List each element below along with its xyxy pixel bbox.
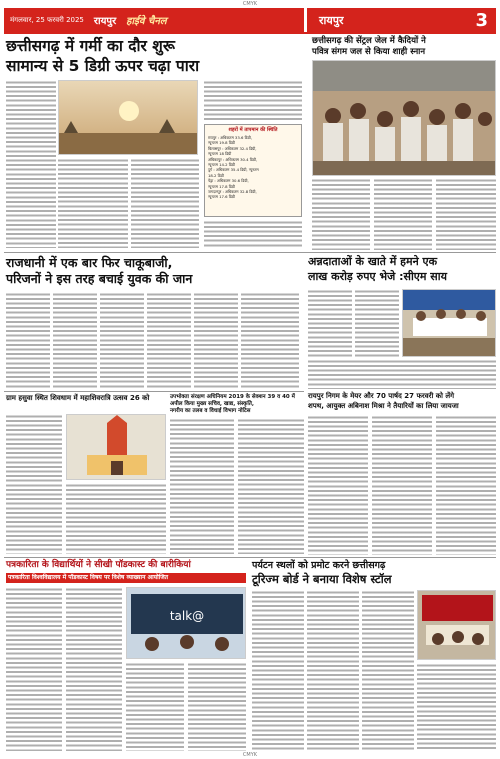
mayor-headline-line2: शपथ, आयुक्त अबिनाश मिश्रा ने तैयारियों का लिया जायजा bbox=[308, 402, 459, 410]
heat-text-col2 bbox=[58, 158, 128, 248]
masthead-right bbox=[304, 8, 496, 32]
tourism-photo bbox=[417, 590, 496, 660]
annadata-text-bottom bbox=[308, 359, 496, 389]
upbhokta-text-col2 bbox=[238, 418, 304, 554]
stab-text-col4 bbox=[147, 292, 191, 388]
print-mark-top: CMYK bbox=[242, 1, 258, 7]
jail-headline-line1: छत्तीसगढ़ की सेंट्रल जेल में कैदियों ने bbox=[312, 36, 426, 46]
heat-text-col3 bbox=[131, 158, 199, 248]
temp-line: न्यूनतम 17.8 डिग्री bbox=[208, 183, 235, 189]
annadata-headline-line1: अन्नदाताओं के खाते में हमने एक bbox=[308, 255, 438, 268]
tourism-text-col3 bbox=[362, 590, 414, 751]
podcast-text-col1 bbox=[6, 587, 62, 751]
section-divider bbox=[4, 557, 496, 558]
gram-text-col1 bbox=[6, 414, 62, 554]
mayor-text-col1 bbox=[308, 415, 368, 555]
temp-line: रायपुर : अधिकतम 33.6 डिग्री, bbox=[208, 135, 252, 140]
heat-text-col4 bbox=[204, 80, 302, 122]
heat-text-col5 bbox=[204, 220, 302, 248]
upbhokta-headline-line3: नगरीय का तलब व विधाई विभाग नोटिस bbox=[170, 408, 251, 414]
gram-photo bbox=[66, 414, 166, 480]
stab-headline-line2: परिजनों ने इस तरह बचाई युवक की जान bbox=[6, 271, 193, 286]
mayor-text-col3 bbox=[436, 415, 496, 555]
tourism-headline-line2: टूरिज्म बोर्ड ने बनाया विशेष स्टॉल bbox=[252, 572, 392, 586]
jail-text-col1 bbox=[312, 178, 370, 250]
stab-text-col2 bbox=[53, 292, 97, 388]
upbhokta-text-col1 bbox=[170, 418, 234, 554]
podcast-text-col3 bbox=[126, 662, 184, 751]
heat-text-col1 bbox=[6, 80, 56, 248]
page-number: 3 bbox=[475, 9, 488, 31]
annadata-headline-line2: लाख करोड़ रुपए भेजे :सीएम साय bbox=[308, 270, 447, 283]
heat-headline-line2: सामान्य से 5 डिग्री ऊपर चढ़ा पारा bbox=[6, 57, 200, 75]
stab-text-col5 bbox=[194, 292, 238, 388]
podcast-headline: पत्रकारिता के विद्यार्थियों ने सीखी पॉडकास्ट की बारीकियां bbox=[6, 560, 191, 570]
mayor-headline-line1: रायपुर निगम के मेयर और 70 पार्षद 27 फरवरी को लेंगे bbox=[308, 392, 455, 400]
jail-text-col3 bbox=[436, 178, 496, 250]
temp-line: 18.2 डिग्री bbox=[208, 172, 224, 178]
heat-headline-line1: छत्तीसगढ़ में गर्मी का दौर शुरू bbox=[6, 37, 175, 55]
temperature-box-title: शहरों में तापमान की स्थिति bbox=[228, 127, 278, 133]
podcast-text-col4 bbox=[188, 662, 246, 751]
podcast-text-col2 bbox=[66, 587, 122, 751]
temp-line: न्यूनतम 18 डिग्री bbox=[208, 151, 232, 157]
podcast-photo-caption: talk@ bbox=[169, 609, 205, 623]
tourism-headline-line1: पर्यटन स्थलों को प्रमोट करने छत्तीसगढ़ bbox=[252, 560, 386, 571]
temp-line: अंबिकापुर : अधिकतम 30.4 डिग्री, bbox=[208, 156, 258, 162]
annadata-photo bbox=[402, 289, 496, 357]
temp-line: पेंड्रा : अधिकतम 30.6 डिग्री, bbox=[208, 178, 249, 184]
stab-headline-line1: राजधानी में एक बार फिर चाकूबाजी, bbox=[6, 255, 173, 270]
issue-date: मंगलवार, 25 फरवरी 2025 bbox=[10, 15, 84, 24]
temp-line: न्यूनतम 17.6 डिग्री bbox=[208, 194, 235, 200]
annadata-text-col2 bbox=[355, 289, 399, 357]
temp-line: न्यूनतम 14.2 डिग्री bbox=[208, 162, 235, 168]
gram-headline: ग्राम हसुवा स्थित शिवधाम में महाशिवरात्रि उत्सव 26 को bbox=[6, 394, 150, 402]
mayor-text-col2 bbox=[372, 415, 432, 555]
print-mark-bottom: CMYK bbox=[242, 752, 258, 758]
temperature-box bbox=[204, 124, 302, 217]
temp-line: जगदलपुर : अधिकतम 32.8 डिग्री, bbox=[208, 189, 257, 195]
temp-line: न्यूनतम 19.8 डिग्री bbox=[208, 140, 235, 146]
city-name-right: रायपुर bbox=[319, 13, 344, 27]
masthead bbox=[4, 8, 496, 34]
temp-line: बिलासपुर : अधिकतम 32.4 डिग्री, bbox=[208, 145, 257, 151]
stab-text-col6 bbox=[241, 292, 299, 388]
jail-text-col2 bbox=[374, 178, 432, 250]
podcast-subhead: पत्रकारिता विश्वविद्यालय में पॉडकास्ट विषय पर विशेष व्याख्यान आयोजित bbox=[8, 574, 169, 581]
section-divider bbox=[4, 391, 304, 392]
annadata-text-col1 bbox=[308, 289, 352, 357]
city-name-left: रायपुर bbox=[93, 16, 117, 27]
heat-photo bbox=[58, 80, 198, 155]
tourism-text-col2 bbox=[307, 590, 359, 751]
masthead-left bbox=[4, 8, 304, 32]
stab-text-col1 bbox=[6, 292, 50, 388]
upbhokta-headline-line1: उपभोक्ता संरक्षण अधिनियम 2019 के सेक्शन 39 व 40 में bbox=[170, 394, 295, 400]
temp-line: दुर्ग : अधिकतम 35.4 डिग्री, न्यूनतम bbox=[208, 167, 259, 173]
tourism-text-col1 bbox=[252, 590, 304, 751]
upbhokta-headline-line2: अपील किया मुख्य सचिव, खाद्य, संस्कृति, bbox=[170, 401, 255, 407]
section-divider bbox=[4, 252, 496, 253]
tourism-text-col4 bbox=[417, 663, 496, 751]
jail-headline-line2: पवित्र संगम जल से किया शाही स्नान bbox=[312, 47, 426, 57]
gram-text-col2 bbox=[66, 483, 166, 554]
stab-text-col3 bbox=[100, 292, 144, 388]
brand-logo: हाईवे चैनल bbox=[126, 16, 167, 27]
podcast-photo bbox=[126, 587, 246, 659]
jail-photo bbox=[312, 60, 496, 176]
